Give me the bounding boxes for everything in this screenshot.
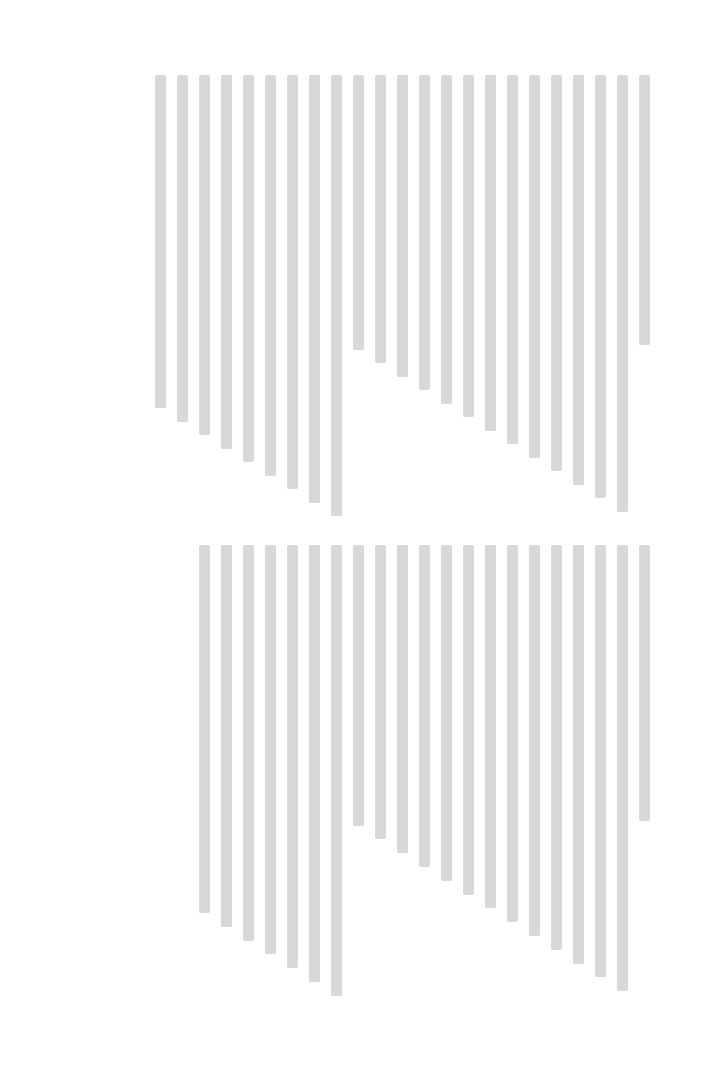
redacted-text-line — [529, 545, 540, 936]
redacted-text-line — [639, 545, 650, 821]
redacted-text-line — [265, 545, 276, 954]
redacted-text-line — [353, 75, 364, 350]
redacted-text-line — [573, 545, 584, 964]
redacted-text-line — [221, 545, 232, 927]
redacted-text-line — [441, 75, 452, 404]
redacted-text-line — [595, 545, 606, 977]
redacted-text-line — [221, 75, 232, 449]
redacted-text-line — [507, 545, 518, 922]
redacted-text-line — [199, 545, 210, 913]
redacted-text-line — [309, 545, 320, 982]
redacted-text-line — [287, 545, 298, 968]
redacted-text-line — [265, 75, 276, 476]
redacted-text-line — [375, 545, 386, 839]
redacted-text-line — [331, 545, 342, 996]
redacted-text-line — [199, 75, 210, 435]
redacted-text-line — [551, 75, 562, 471]
redacted-text-line — [485, 75, 496, 431]
redacted-text-line — [397, 545, 408, 853]
redacted-text-line — [243, 545, 254, 941]
redacted-text-line — [419, 75, 430, 390]
redacted-text-line — [177, 75, 188, 422]
redacted-text-line — [639, 75, 650, 345]
text-tier-top — [150, 75, 650, 525]
redacted-text-line — [529, 75, 540, 458]
redacted-text-line — [507, 75, 518, 444]
redacted-text-line — [463, 75, 474, 417]
text-tier-bottom — [150, 545, 650, 1005]
redacted-text-line — [485, 545, 496, 908]
redacted-text-line — [419, 545, 430, 867]
redacted-text-line — [617, 545, 628, 991]
redacted-text-line — [375, 75, 386, 363]
redacted-text-line — [441, 545, 452, 881]
redacted-text-line — [617, 75, 628, 512]
redacted-text-line — [287, 75, 298, 489]
redacted-text-line — [243, 75, 254, 462]
redacted-text-line — [595, 75, 606, 498]
redacted-text-line — [353, 545, 364, 826]
redacted-text-line — [397, 75, 408, 377]
redacted-text-line — [331, 75, 342, 516]
redacted-text-line — [551, 545, 562, 950]
redacted-text-line — [309, 75, 320, 503]
redacted-text-line — [155, 75, 166, 408]
redacted-text-line — [573, 75, 584, 485]
redacted-text-line — [463, 545, 474, 895]
